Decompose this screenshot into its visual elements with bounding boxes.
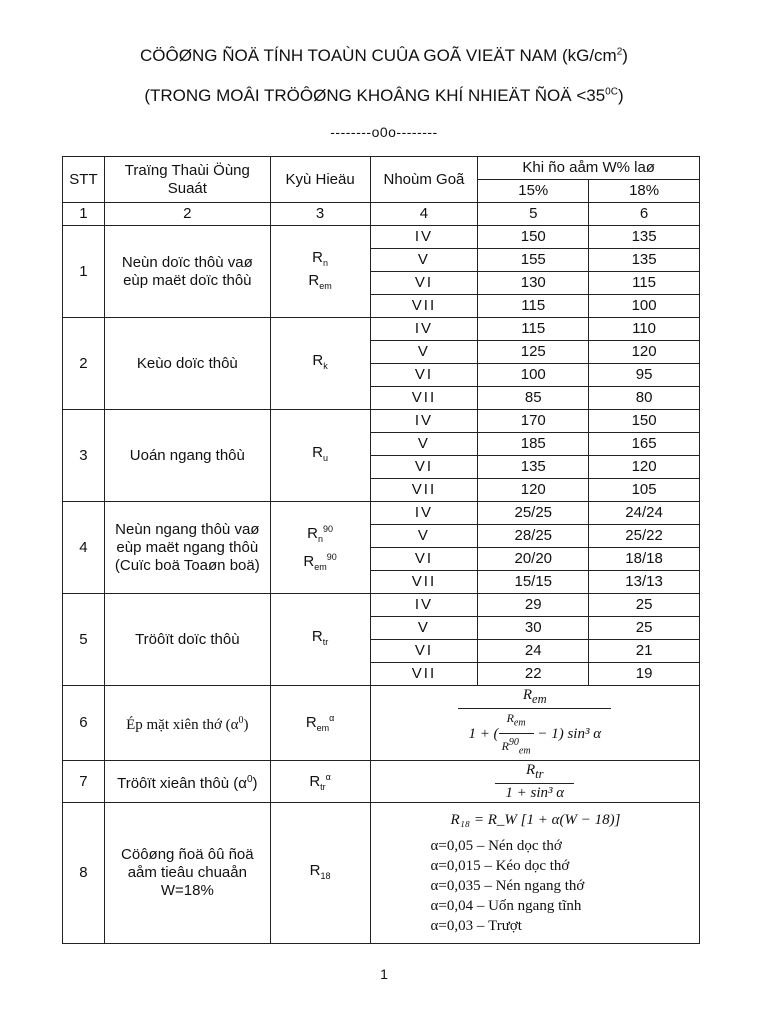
formula-cell — [370, 803, 699, 944]
value-18: 25 — [589, 617, 700, 640]
formula-sup: 90 — [508, 736, 519, 748]
formula-sub: em — [513, 717, 526, 729]
header-m18: 18% — [589, 180, 700, 203]
wood-group: VII — [370, 663, 478, 686]
value-15: 185 — [478, 433, 589, 456]
value-15: 20/20 — [478, 548, 589, 571]
value-15: 130 — [478, 272, 589, 295]
row-state: Neùn doïc thôù vaø eùp maët doïc thôù — [104, 226, 270, 318]
wood-group: VII — [370, 295, 478, 318]
value-18: 25/22 — [589, 525, 700, 548]
row-state: Tröôït xieân thôù $(\alpha^0)$ — [104, 761, 270, 803]
wood-group: VI — [370, 456, 478, 479]
colnum: 3 — [270, 203, 370, 226]
formula-sub: em — [518, 744, 531, 756]
value-15: 115 — [478, 295, 589, 318]
value-18: 13/13 — [589, 571, 700, 594]
row-stt: 7 — [63, 761, 105, 803]
table-row-6 — [63, 686, 700, 761]
formula-cell — [370, 686, 699, 761]
wood-group: VI — [370, 640, 478, 663]
row-symbol — [270, 803, 370, 944]
symbol-subscript: n — [318, 533, 324, 544]
row-state: Uoán ngang thôù — [104, 410, 270, 502]
value-15: 135 — [478, 456, 589, 479]
coefficient-line: α=0,05 – Nén dọc thớ — [430, 838, 562, 854]
row-symbol — [270, 410, 370, 502]
value-15: 155 — [478, 249, 589, 272]
symbol-subscript: u — [323, 453, 329, 463]
inner-fraction — [499, 709, 534, 760]
page-number: 1 — [380, 966, 388, 982]
row-state: Ép mặt xiên thớ $(\alpha^0)$ — [104, 686, 270, 761]
row-stt: 4 — [63, 502, 105, 594]
symbol-subscript: tr — [320, 781, 326, 792]
row-state: Keùo doïc thôù — [104, 318, 270, 410]
symbol-subscript: n — [323, 257, 329, 268]
value-18: 105 — [589, 479, 700, 502]
value-15: 115 — [478, 318, 589, 341]
formula-sub: em — [532, 692, 547, 707]
value-18: 135 — [589, 226, 700, 249]
wood-group: VI — [370, 364, 478, 387]
row-stt: 1 — [63, 226, 105, 318]
value-15: 30 — [478, 617, 589, 640]
row-state: Cöôøng ñoä ôû ñoä aåm tieâu chuaån W=18% — [104, 803, 270, 944]
value-15: 15/15 — [478, 571, 589, 594]
page-title: CÖÔØNG ÑOÄ TÍNH TOAÙN CUÛA GOÃ VIEÄT NAM $(kG/cm^2)$ — [140, 46, 628, 65]
header-moisture: Khi ño aåm W% laø — [478, 157, 700, 180]
row-stt: 5 — [63, 594, 105, 686]
symbol-subscript: em — [319, 280, 332, 291]
header-stt: STT — [63, 157, 105, 203]
symbol-superscript: 90 — [323, 523, 334, 534]
header-row — [63, 157, 700, 180]
symbol-subscript: tr — [322, 637, 329, 647]
colnum: 2 — [104, 203, 270, 226]
state-superscript: 0 — [246, 773, 253, 785]
value-18: 95 — [589, 364, 700, 387]
value-15: 29 — [478, 594, 589, 617]
wood-group: V — [370, 341, 478, 364]
column-number-row — [63, 203, 700, 226]
value-18: 150 — [589, 410, 700, 433]
strength-table — [62, 156, 700, 944]
value-18: 80 — [589, 387, 700, 410]
header-symbol: Kyù Hieäu — [270, 157, 370, 203]
symbol-primary: $R_u$ — [312, 444, 329, 463]
colnum: 4 — [370, 203, 478, 226]
formula-sub: tr — [535, 767, 544, 781]
row-symbol — [270, 226, 370, 318]
value-18: 24/24 — [589, 502, 700, 525]
value-18: 165 — [589, 433, 700, 456]
value-15: 85 — [478, 387, 589, 410]
coefficient-line: α=0,015 – Kéo dọc thớ — [430, 858, 570, 874]
coefficient-line: α=0,04 – Uốn ngang tĩnh — [430, 898, 582, 914]
row-symbol — [270, 318, 370, 410]
table-row — [63, 318, 700, 341]
row-stt: 3 — [63, 410, 105, 502]
table-row — [63, 502, 700, 525]
value-18: 110 — [589, 318, 700, 341]
value-18: 120 — [589, 341, 700, 364]
symbol-superscript: 90 — [326, 551, 337, 562]
inner-numerator: $R_{em}$ — [499, 709, 534, 733]
formula-fraction — [458, 686, 611, 760]
row-stt: 8 — [63, 803, 105, 944]
symbol-primary: $R_{18}$ — [309, 861, 331, 881]
symbol-subscript: em — [316, 723, 330, 733]
formula-numerator: $R_{tr}$ — [495, 761, 574, 784]
formula-cell — [370, 761, 699, 803]
formula-denominator: 1 + sin³ α — [505, 785, 565, 801]
header-group: Nhoùm Goã — [370, 157, 478, 203]
state-superscript: 0 — [238, 715, 244, 726]
symbol-primary: $R_{em}^\alpha$ — [305, 713, 335, 733]
value-18: 120 — [589, 456, 700, 479]
wood-group: IV — [370, 594, 478, 617]
symbol-subscript: k — [323, 361, 328, 371]
value-18: 21 — [589, 640, 700, 663]
formula-denominator: 1 + ( $\frac{R_{em}}{R^{90}_{em}}$ − 1) sin³ α — [458, 709, 611, 760]
value-18: 18/18 — [589, 548, 700, 571]
value-15: 22 — [478, 663, 589, 686]
row-state: Tröôït doïc thôù — [104, 594, 270, 686]
row-state: Neùn ngang thôù vaø eùp maët ngang thôù (Cuïc boä Toaøn boä) — [104, 502, 270, 594]
wood-group: VI — [370, 548, 478, 571]
table-row — [63, 594, 700, 617]
wood-group: V — [370, 525, 478, 548]
table-row-8 — [63, 803, 700, 944]
colnum: 6 — [589, 203, 700, 226]
row-symbol — [270, 686, 370, 761]
table-row — [63, 410, 700, 433]
value-15: 25/25 — [478, 502, 589, 525]
wood-group: IV — [370, 226, 478, 249]
inner-denominator: $R^{90}_{em}$ — [501, 736, 531, 756]
header-m15: 15% — [478, 180, 589, 203]
header-state: Traïng Thaùi Öùng Suaát — [104, 157, 270, 203]
symbol-primary: $R_{tr}^\alpha$ — [309, 771, 331, 792]
value-15: 24 — [478, 640, 589, 663]
table-row-7 — [63, 761, 700, 803]
coefficient-line: α=0,03 – Trượt — [430, 918, 522, 934]
colnum: 1 — [63, 203, 105, 226]
symbol-superscript: α — [329, 713, 335, 723]
value-15: 120 — [478, 479, 589, 502]
value-18: 115 — [589, 272, 700, 295]
value-18: 100 — [589, 295, 700, 318]
value-15: 150 — [478, 226, 589, 249]
wood-group: V — [370, 617, 478, 640]
formula-numerator: $R_{em}$ — [458, 686, 611, 709]
divider: --------o0o-------- — [330, 124, 438, 140]
wood-group: V — [370, 433, 478, 456]
value-15: 28/25 — [478, 525, 589, 548]
value-15: 170 — [478, 410, 589, 433]
wood-group: VII — [370, 387, 478, 410]
value-18: 25 — [589, 594, 700, 617]
formula-main: R₁₈ = R_W [1 + α(W − 18)] — [450, 812, 621, 828]
page-subtitle: (TRONG MOÂI TRÖÔØNG KHOÂNG KHÍ NHIEÄT ÑOÄ $<35^{0C}$) — [144, 86, 624, 105]
symbol-primary: $R_n$ — [312, 248, 329, 268]
wood-group: IV — [370, 318, 478, 341]
symbol-superscript: α — [325, 771, 331, 782]
row-stt: 6 — [63, 686, 105, 761]
symbol-secondary: $R_{em}^{90}$ — [303, 551, 337, 572]
wood-group: IV — [370, 502, 478, 525]
symbol-subscript: em — [314, 561, 327, 572]
wood-group: VI — [370, 272, 478, 295]
wood-group: VII — [370, 479, 478, 502]
wood-group: VII — [370, 571, 478, 594]
row-symbol — [270, 761, 370, 803]
table-row — [63, 226, 700, 249]
symbol-primary: $R_k$ — [312, 352, 328, 371]
value-18: 19 — [589, 663, 700, 686]
value-15: 100 — [478, 364, 589, 387]
row-symbol — [270, 502, 370, 594]
row-stt: 2 — [63, 318, 105, 410]
value-15: 125 — [478, 341, 589, 364]
wood-group: V — [370, 249, 478, 272]
wood-group: IV — [370, 410, 478, 433]
symbol-primary: $R_{tr}$ — [311, 628, 329, 647]
formula-fraction — [495, 761, 574, 802]
colnum: 5 — [478, 203, 589, 226]
symbol-subscript: 18 — [320, 870, 331, 881]
value-18: 135 — [589, 249, 700, 272]
row-symbol — [270, 594, 370, 686]
symbol-secondary: $R_{em}$ — [308, 271, 332, 291]
symbol-primary: $R_n^{90}$ — [307, 523, 334, 544]
coefficient-line: α=0,035 – Nén ngang thớ — [430, 878, 585, 894]
